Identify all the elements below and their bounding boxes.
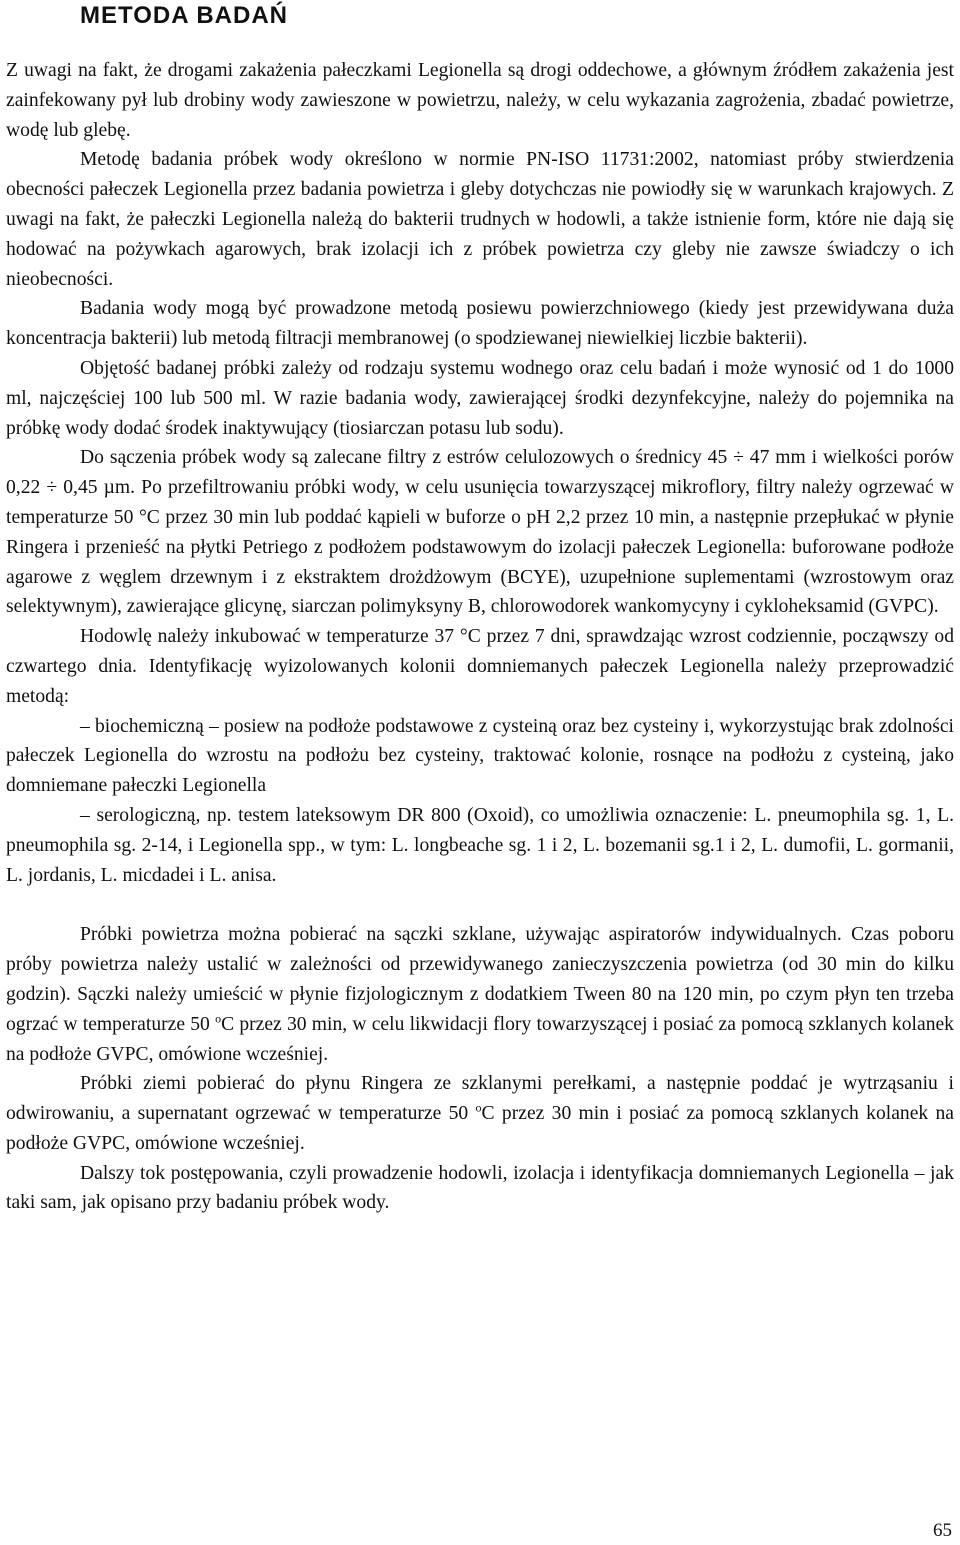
- paragraph-water-method: Metodę badania próbek wody określono w normie PN-ISO 11731:2002, natomiast próby stwierdzenia obecności pałeczek Legionella przez badania powietrza i gleby dotychczas nie powiodły się w warunkach krajowych. Z uwagi na fakt, że pałeczki Legionella należą do bakterii trudnych w hodowli, a także istnienie form, które nie dają się hodować na pożywkach agarowych, brak izolacji ich z próbek powietrza czy gleby nie zawsze świadczy o ich nieobecności.: [6, 149, 954, 290]
- page-number: 65: [933, 1520, 952, 1541]
- list-item-serological: – serologiczną, np. testem lateksowym DR 800 (Oxoid), co umożliwia oznaczenie: L. pneumophila sg. 1, L. pneumophila sg. 2-14, i Legionella spp., w tym: L. longbeache sg. 1 i 2, L. bozemanii sg.1 i 2, L. dumofii, L. gormanii, L. jordanis, L. micdadei i L. anisa.: [6, 804, 954, 886]
- paragraph-filtration: Do sączenia próbek wody są zalecane filtry z estrów celulozowych o średnicy 45 ÷ 47 mm i wielkości porów 0,22 ÷ 0,45 µm. Po przefiltrowaniu próbki wody, w celu usunięcia towarzyszącej mikroflory, filtry należy ogrzewać w temperaturze 50 °C przez 30 min lub poddać kąpieli w buforze o pH 2,2 przez 10 min, a następnie przepłukać w płynie Ringera i przenieść na płytki Petriego z podłożem podstawowym do izolacji pałeczek Legionella: buforowane podłoże agarowe z węglem drzewnym i z ekstraktem drożdżowym (BCYE), uzupełnione suplementami (wzrostowym oraz selektywnym), zawierające glicynę, siarczan polimyksyny B, chlorowodorek wankomycyny i cykloheksamid (GVPC).: [6, 447, 954, 618]
- paragraph-water-tests: Badania wody mogą być prowadzone metodą posiewu powierzchniowego (kiedy jest przewidywana duża koncentracja bakterii) lub metodą filtracji membranowej (o spodziewanej niewielkiej liczbie bakterii).: [6, 298, 954, 350]
- list-item-biochemical: – biochemiczną – posiew na podłoże podstawowe z cysteiną oraz bez cysteiny i, wykorzystując brak zdolności pałeczek Legionella do wzrostu na podłożu bez cysteiny, traktować kolonie, rosnące na podłożu z cysteiną, jako domniemane pałeczki Legionella: [6, 715, 954, 797]
- paragraph-air-samples: [6, 920, 954, 1069]
- paragraph-sample-volume: Objętość badanej próbki zależy od rodzaju systemu wodnego oraz celu badań i może wynosić od 1 do 1000 ml, najczęściej 100 lub 500 ml. W razie badania wody, zawierającej środki dezynfekcyjne, należy do pojemnika na próbkę wody dodać środek inaktywujący (tiosiarczan potasu lub sodu).: [6, 357, 954, 439]
- superscript-o: o: [475, 1100, 482, 1115]
- superscript-o: o: [215, 1011, 222, 1026]
- air-samples-text-a: Próbki powietrza można pobierać na sączki szklane, używając aspiratorów indywidualnych. Czas poboru próby powietrza należy ustalić w zależności od przewidywanego zanieczyszczenia powietrza (od 30 min do kilku godzin). Sączki należy umieścić w płynie fizjologicznym z dodatkiem Tween 80 na 120 min, po czym płyn ten trzeba ogrzać w temperaturze 50: [6, 924, 954, 1035]
- document-body: [6, 56, 954, 1218]
- paragraph-intro: Z uwagi na fakt, że drogami zakażenia pałeczkami Legionella są drogi oddechowe, a głównym źródłem zakażenia jest zainfekowany pył lub drobiny wody zawieszone w powietrzu, należy, w celu wykazania zagrożenia, zbadać powietrze, wodę lub glebę.: [6, 60, 954, 141]
- paragraph-incubation: Hodowlę należy inkubować w temperaturze 37 °C przez 7 dni, sprawdzając wzrost codziennie, począwszy od czwartego dnia. Identyfikację wyizolowanych kolonii domniemanych pałeczek Legionella należy przeprowadzić metodą:: [6, 626, 954, 707]
- soil-samples-text-b: C przez 30 min i posiać za pomocą szklanych kolanek na podłoże GVPC, omówione wcześniej.: [6, 1103, 954, 1154]
- paragraph-soil-samples: [6, 1069, 954, 1158]
- soil-samples-text-a: Próbki ziemi pobierać do płynu Ringera ze szklanymi perełkami, a następnie poddać je wytrząsaniu i odwirowaniu, a supernatant ogrzewać w temperaturze 50: [6, 1073, 954, 1125]
- page-title: METODA BADAŃ: [80, 2, 288, 29]
- air-samples-text-b: C przez 30 min, w celu likwidacji flory towarzyszącej i posiać za pomocą szklanych kolanek na podłoże GVPC, omówione wcześniej.: [6, 1013, 954, 1065]
- paragraph-further-steps: Dalszy tok postępowania, czyli prowadzenie hodowli, izolacja i identyfikacja domniemanych Legionella – jak taki sam, jak opisano przy badaniu próbek wody.: [6, 1162, 954, 1214]
